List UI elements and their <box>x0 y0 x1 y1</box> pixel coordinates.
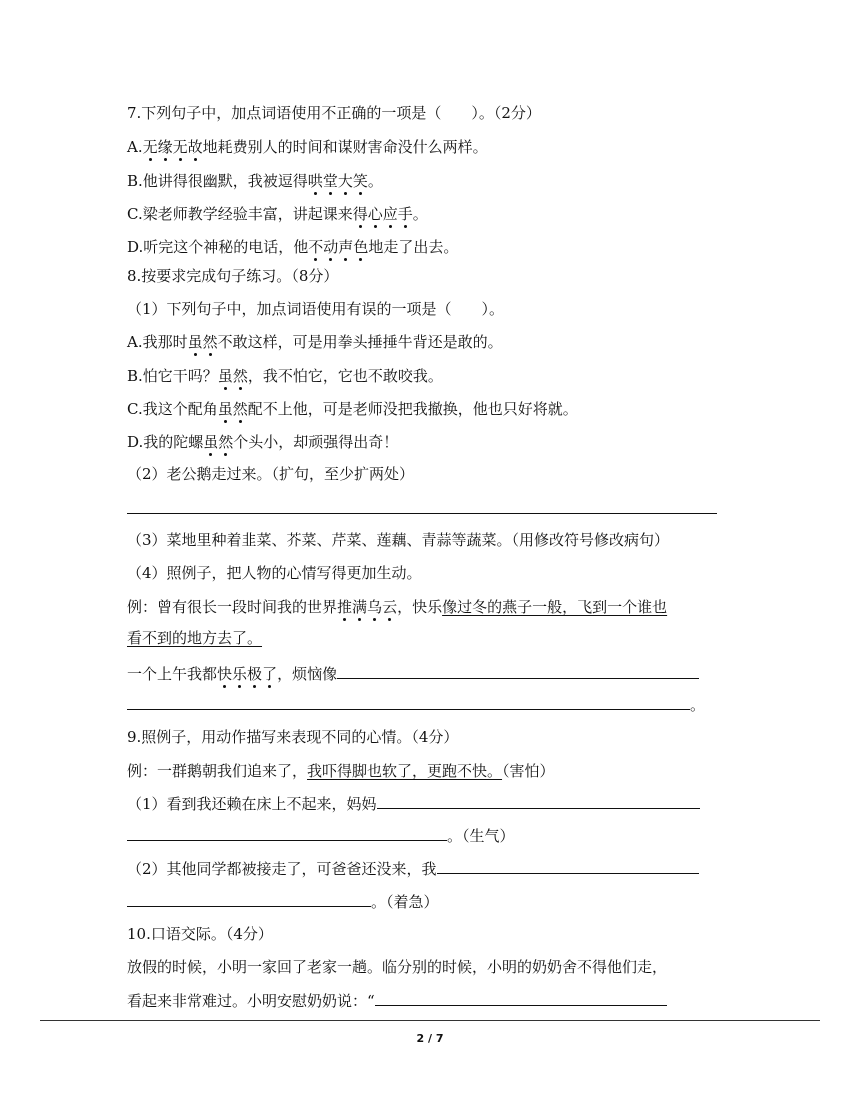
q9-example-underlined: 我吓得脚也软了，更跑不快。 <box>307 762 503 780</box>
q8-option-c: C.我这个配角虽然配不上他，可是老师没把我撤换，他也只好将就。 <box>127 400 578 418</box>
q9-s1-blank-2[interactable] <box>127 825 447 841</box>
q9-example: 例：一群鹅朝我们追来了，我吓得脚也软了，更跑不快。（害怕） <box>127 762 555 780</box>
q9-s2-blank-1[interactable] <box>437 858 699 874</box>
q8-example-line2 <box>127 628 262 648</box>
q8-sub3: （3）菜地里种着韭菜、芥菜、芹菜、莲藕、青蒜等蔬菜。（用修改符号修改病句） <box>127 531 670 549</box>
q8-fill-line: 一个上午我都快乐极了，烦恼像 <box>127 663 699 684</box>
q9-s1-line-2: 。（生气） <box>127 825 515 846</box>
q8-option-d: D.我的陀螺虽然个头小，却顽强得出奇！ <box>127 433 399 451</box>
q8-sub4: （4）照例子，把人物的心情写得更加生动。 <box>127 564 422 582</box>
q8-option-b: B.怕它干吗？虽然，我不怕它，它也不敢咬我。 <box>127 367 443 385</box>
q8-example-dotted: 推满乌云 <box>337 598 398 616</box>
q8-a-dotted: 虽然 <box>187 333 218 351</box>
page-number: 2 / 7 <box>416 1032 444 1045</box>
q9-s1-line: （1）看到我还赖在床上不起来，妈妈 <box>127 793 700 814</box>
q7-stem: 7.下列句子中，加点词语使用不正确的一项是（ ）。（2分） <box>127 104 541 122</box>
q7-option-d: D.听完这个神秘的电话，他不动声色地走了出去。 <box>127 238 459 256</box>
q7-option-c: C.梁老师教学经验丰富，讲起课来得心应手。 <box>127 205 428 223</box>
q8-option-a: A.我那时虽然不敢这样，可是用拳头捶捶牛背还是敢的。 <box>127 333 503 351</box>
q8-sub2: （2）老公鹅走过来。（扩句，至少扩两处） <box>127 465 415 483</box>
q7-option-b: B.他讲得很幽默，我被逗得哄堂大笑。 <box>127 172 383 190</box>
q9-s2-line: （2）其他同学都被接走了，可爸爸还没来，我 <box>127 858 699 879</box>
q8-sub2-answer-line[interactable] <box>127 513 717 514</box>
q8-fill-blank-1[interactable] <box>337 663 699 679</box>
q8-fill-line-2: 。 <box>127 694 705 715</box>
q9-s2-line-2: 。（着急） <box>127 891 439 912</box>
q8-stem: 8.按要求完成句子练习。（8分） <box>127 267 339 285</box>
q8-example-underlined-1: 像过冬的燕子一般，飞到一个谁也 <box>442 598 668 616</box>
q8-fill-dotted: 快乐极了 <box>217 665 278 683</box>
q7-a-dotted: 无缘无故 <box>142 138 203 156</box>
footer-rule <box>40 1020 820 1021</box>
q7-option-a: A.无缘无故地耗费别人的时间和谋财害命没什么两样。 <box>127 138 488 156</box>
q8-b-dotted: 虽然 <box>217 367 248 385</box>
q9-stem: 9.照例子，用动作描写来表现不同的心情。（4分） <box>127 728 459 746</box>
q7-b-dotted: 哄堂大笑 <box>307 172 368 190</box>
q10-line2: 看起来非常难过。小明安慰奶奶说：“ <box>127 990 667 1011</box>
q10-stem: 10.口语交际。（4分） <box>127 925 273 943</box>
q7-d-dotted: 不动声色 <box>308 238 369 256</box>
q8-d-dotted: 虽然 <box>203 433 234 451</box>
q8-fill-blank-2[interactable] <box>127 694 690 710</box>
q8-c-dotted: 虽然 <box>217 400 248 418</box>
q10-line1: 放假的时候，小明一家回了老家一趟。临分别的时候，小明的奶奶舍不得他们走， <box>127 958 668 976</box>
q8-sub1: （1）下列句子中，加点词语使用有误的一项是（ ）。 <box>127 300 505 318</box>
q8-example-line1: 例：曾有很长一段时间我的世界推满乌云，快乐像过冬的燕子一般，飞到一个谁也 <box>127 598 668 616</box>
q9-s2-blank-2[interactable] <box>127 891 371 907</box>
q10-answer-blank[interactable] <box>375 990 667 1006</box>
q8-example-underlined-2: 看不到的地方去了。 <box>127 629 263 647</box>
q7-c-dotted: 得心应手 <box>352 205 413 223</box>
q9-s1-blank-1[interactable] <box>377 793 700 809</box>
